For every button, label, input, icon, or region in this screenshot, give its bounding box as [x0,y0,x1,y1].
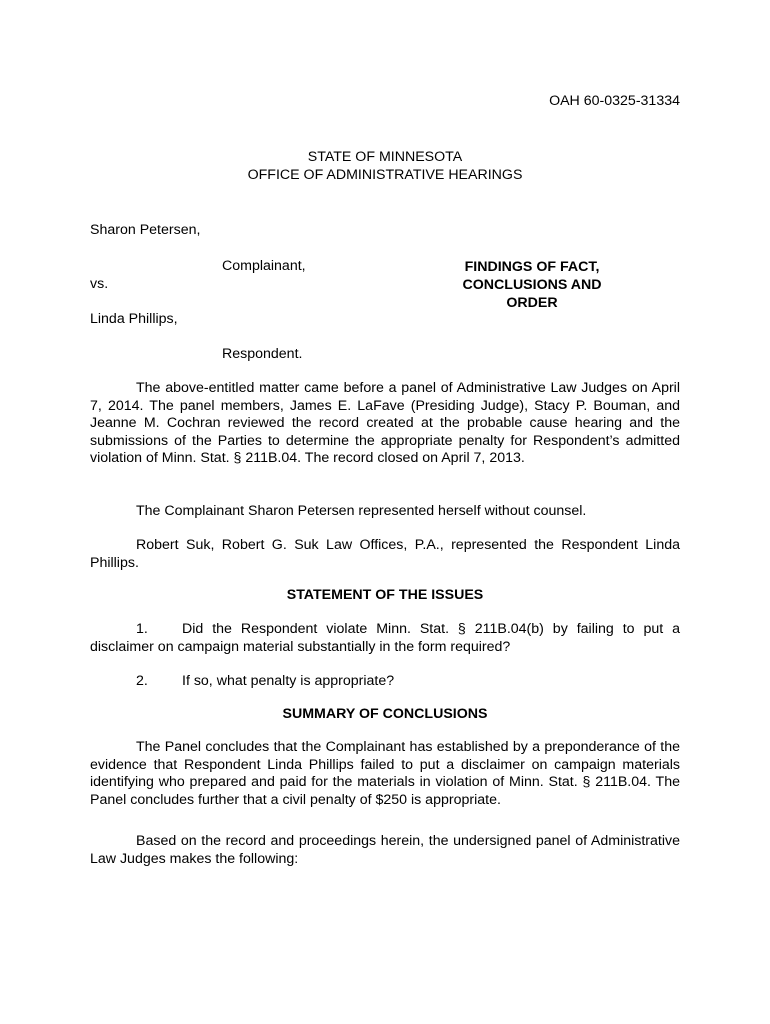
summary-paragraph-1: The Panel concludes that the Complainant has established by a preponderance of the evidence that Respondent Linda Phillips failed to put a disclaimer on campaign materials identifying who prepared and paid for the materials in violation of Minn. Stat. § 211B.04. The Panel concludes further that a civil penalty of $250 is appropriate. [90,739,680,808]
complainant-role: Complainant, [222,258,306,274]
respondent-role: Respondent. [222,346,303,362]
issue-item [90,673,680,691]
intro-paragraph-2: The Complainant Sharon Petersen represented herself without counsel. [136,503,587,519]
issue-number: 2. [136,673,148,689]
intro-paragraph-1: The above-entitled matter came before a panel of Administrative Law Judges on April 7, 2014. The panel members, James E. LaFave (Presiding Judge), Stacy P. Bouman, and Jeanne M. Cochran reviewed the record created at the probable cause hearing and the submissions of the Parties to determine the appropriate penalty for Respondent’s admitted violation of Minn. Stat. § 211B.04. The record closed on April 7, 2013. [90,380,680,466]
intro-paragraph-3: Robert Suk, Robert G. Suk Law Offices, P.A., represented the Respondent Linda Phillips. [90,537,680,571]
summary-paragraph-2: Based on the record and proceedings herein, the undersigned panel of Administrative Law Judges makes the following: [90,833,680,867]
document-title [432,258,632,312]
versus-label: vs. [90,276,109,292]
case-number: OAH 60-0325-31334 [549,93,680,109]
issue-text-continued: disclaimer on campaign material substantially in the form required? [90,638,511,655]
issue-text: If so, what penalty is appropriate? [182,673,395,689]
title-line-1: FINDINGS OF FACT, [464,259,600,275]
respondent-name: Linda Phillips, [90,311,178,327]
court-header [0,148,770,184]
issue-item [90,621,680,656]
issue-text: Did the Respondent violate Minn. Stat. § 211B.04(b) by failing to put a [182,621,680,637]
complainant-name: Sharon Petersen, [90,222,201,238]
issue-number: 1. [136,621,148,637]
state-name: STATE OF MINNESOTA [307,149,463,165]
office-name: OFFICE OF ADMINISTRATIVE HEARINGS [247,167,523,183]
issues-heading: STATEMENT OF THE ISSUES [286,587,484,603]
title-line-3: ORDER [506,295,558,311]
summary-heading: SUMMARY OF CONCLUSIONS [282,706,488,722]
title-line-2: CONCLUSIONS AND [462,277,602,293]
